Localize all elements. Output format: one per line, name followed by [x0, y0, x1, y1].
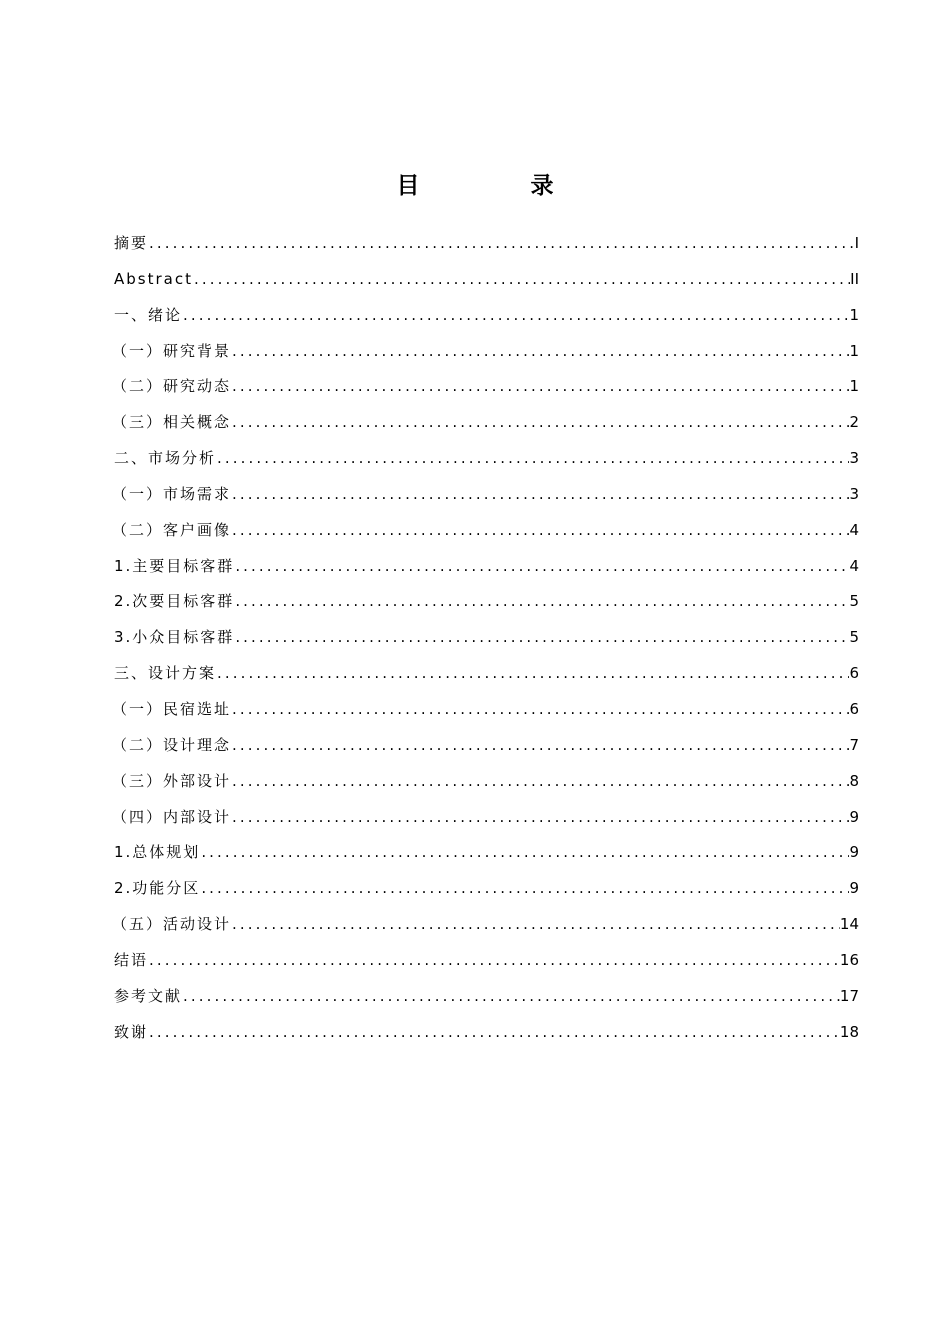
toc-page-number: 14 [839, 915, 859, 934]
toc-page-number: I [854, 234, 859, 252]
toc-entry-title: 致谢 [114, 1022, 149, 1041]
toc-entry-title: 2.功能分区 [114, 879, 201, 898]
toc-page-number: 5 [849, 628, 859, 647]
toc-page-number: 16 [839, 950, 859, 969]
toc-entry-title: （三）外部设计 [112, 771, 232, 790]
dot-leader [231, 728, 849, 764]
toc-entry-title: 摘要 [114, 234, 149, 252]
toc-entry-section-2-2[interactable] [114, 513, 859, 549]
toc-entry-title: （一）市场需求 [112, 484, 232, 503]
toc-entry-title: （五）活动设计 [112, 915, 232, 934]
toc-page-number: 18 [839, 1022, 859, 1041]
dot-leader [234, 620, 849, 656]
toc-page-number: 9 [849, 879, 859, 898]
dot-leader [231, 405, 849, 441]
toc-entry-title: （一）民宿选址 [112, 699, 232, 718]
toc-page-number: 6 [849, 699, 859, 718]
toc-entry-chapter-3[interactable] [114, 656, 859, 692]
toc-entry-title: 1.总体规划 [114, 843, 201, 862]
table-of-contents [114, 226, 859, 1050]
toc-entry-title: （四）内部设计 [112, 807, 232, 826]
toc-entry-title: （三）相关概念 [112, 413, 232, 432]
toc-entry-subsection-3-4-1[interactable] [114, 835, 859, 871]
toc-page-number: 6 [849, 664, 859, 683]
dot-leader [148, 943, 840, 979]
dot-leader [231, 477, 849, 513]
toc-entry-acknowledgements[interactable] [114, 1015, 859, 1051]
toc-entry-subsection-2-2-3[interactable] [114, 620, 859, 656]
toc-entry-title: （一）研究背景 [112, 341, 232, 360]
toc-entry-section-3-4[interactable] [114, 800, 859, 836]
toc-entry-conclusion[interactable] [114, 943, 859, 979]
toc-entry-title: （二）研究动态 [112, 377, 232, 396]
dot-leader [200, 871, 849, 907]
toc-page-number: 3 [849, 484, 859, 503]
toc-page-number: II [850, 269, 859, 288]
dot-leader [216, 441, 849, 477]
toc-entry-abstract-en[interactable] [114, 262, 859, 298]
toc-entry-title: 参考文献 [114, 986, 183, 1005]
toc-entry-chapter-1[interactable] [114, 298, 859, 334]
toc-entry-subsection-2-2-2[interactable] [114, 584, 859, 620]
dot-leader [234, 549, 849, 585]
toc-page-number: 8 [849, 771, 859, 790]
toc-page-number: 1 [849, 305, 859, 324]
toc-page-number: 1 [849, 377, 859, 396]
toc-entry-section-3-1[interactable] [114, 692, 859, 728]
dot-leader [200, 835, 849, 871]
dot-leader [231, 800, 849, 836]
dot-leader [231, 369, 849, 405]
dot-leader [182, 979, 840, 1015]
dot-leader [182, 298, 849, 334]
toc-page-number: 17 [839, 986, 859, 1005]
toc-entry-title: 1.主要目标客群 [114, 556, 235, 575]
toc-entry-title: 3.小众目标客群 [114, 628, 235, 647]
toc-entry-subsection-3-4-2[interactable] [114, 871, 859, 907]
dot-leader [148, 1015, 840, 1051]
dot-leader [193, 262, 850, 298]
page-title: 目 录 [396, 173, 598, 199]
dot-leader [231, 334, 849, 370]
toc-entry-chapter-2[interactable] [114, 441, 859, 477]
toc-entry-abstract-cn[interactable] [114, 226, 859, 262]
toc-page-number: 4 [849, 520, 859, 539]
toc-page-number: 7 [849, 735, 859, 754]
dot-leader [231, 907, 840, 943]
toc-entry-title: 三、设计方案 [114, 664, 217, 683]
toc-page-number: 9 [849, 807, 859, 826]
toc-page-number: 3 [849, 449, 859, 468]
toc-entry-title: Abstract [114, 269, 193, 288]
dot-leader [231, 692, 849, 728]
toc-page-number: 5 [849, 592, 859, 611]
toc-page-number: 9 [849, 843, 859, 862]
toc-page-number: 2 [849, 413, 859, 432]
toc-entry-subsection-2-2-1[interactable] [114, 549, 859, 585]
toc-entry-section-1-1[interactable] [114, 334, 859, 370]
dot-leader [148, 226, 855, 262]
dot-leader [231, 513, 849, 549]
dot-leader [231, 764, 849, 800]
toc-entry-section-3-2[interactable] [114, 728, 859, 764]
toc-entry-title: 一、绪论 [114, 305, 183, 324]
dot-leader [234, 584, 849, 620]
toc-entry-section-3-5[interactable] [114, 907, 859, 943]
toc-entry-title: （二）客户画像 [112, 520, 232, 539]
toc-entry-title: 二、市场分析 [114, 449, 217, 468]
dot-leader [216, 656, 849, 692]
toc-page-number: 4 [849, 556, 859, 575]
toc-entry-section-1-3[interactable] [114, 405, 859, 441]
toc-entry-section-1-2[interactable] [114, 369, 859, 405]
toc-entry-title: 2.次要目标客群 [114, 592, 235, 611]
toc-page-number: 1 [849, 341, 859, 360]
toc-entry-section-3-3[interactable] [114, 764, 859, 800]
toc-entry-title: 结语 [114, 950, 149, 969]
toc-entry-title: （二）设计理念 [112, 735, 232, 754]
toc-entry-section-2-1[interactable] [114, 477, 859, 513]
toc-entry-references[interactable] [114, 979, 859, 1015]
